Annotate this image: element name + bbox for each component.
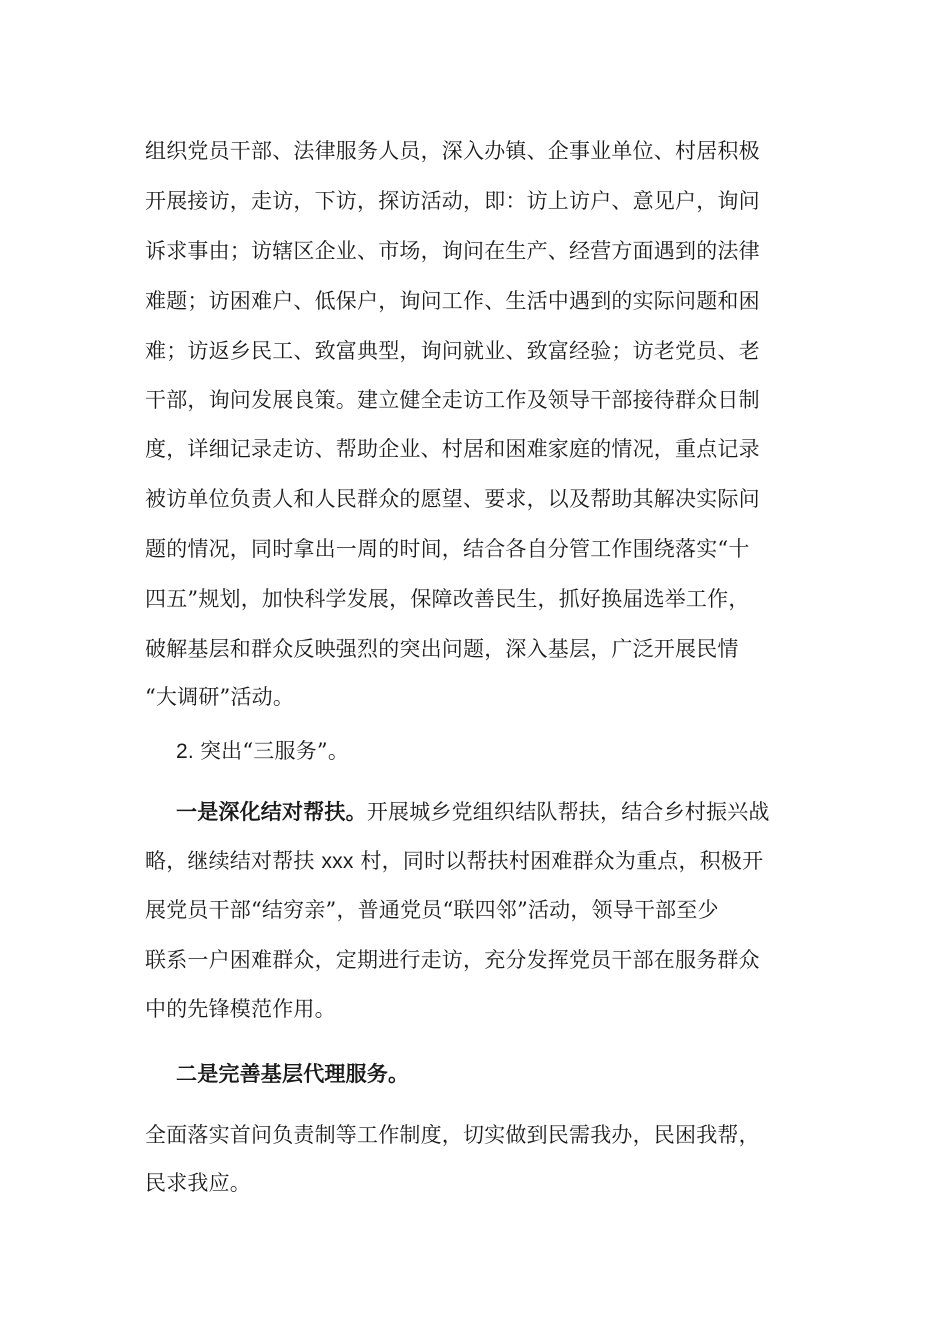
paragraph-line: 四五”规划，加快科学发展，保障改善民生，抓好换届选举工作， bbox=[145, 587, 750, 611]
paragraph-line: 展党员干部“结穷亲”，普通党员“联四邻”活动，领导干部至少 bbox=[145, 898, 719, 922]
paragraph-text: 略，继续结对帮扶 bbox=[145, 849, 322, 873]
paragraph-text: 开展城乡党组织结队帮扶，结合乡村振兴战 bbox=[366, 800, 770, 824]
paragraph-text: 村，同时以帮扶村困难群众为重点，积极开 bbox=[353, 849, 764, 873]
paragraph-line: 联系一户困难群众，定期进行走访，充分发挥党员干部在服务群众 bbox=[145, 948, 760, 972]
paragraph-line: 难；访返乡民工、致富典型，询问就业、致富经验；访老党员、老 bbox=[145, 339, 760, 363]
section-title: 突出“三服务”。 bbox=[199, 739, 350, 763]
paragraph-line: 题的情况，同时拿出一周的时间，结合各自分管工作围绕落实“十 bbox=[145, 537, 750, 561]
subsection-heading: 二是完善基层代理服务。 bbox=[176, 1062, 410, 1086]
placeholder-text: xxx bbox=[321, 850, 354, 873]
paragraph-line: 诉求事由；访辖区企业、市场，询问在生产、经营方面遇到的法律 bbox=[145, 239, 760, 263]
bold-lead: 一是深化结对帮扶。 bbox=[176, 800, 367, 824]
section-number: 2. bbox=[176, 740, 200, 763]
paragraph-line: 被访单位负责人和人民群众的愿望、要求，以及帮助其解决实际问 bbox=[145, 487, 760, 511]
paragraph-line: 组织党员干部、法律服务人员，深入办镇、企事业单位、村居积极 bbox=[145, 139, 760, 163]
paragraph-line: 全面落实首问负责制等工作制度，切实做到民需我办，民困我帮， bbox=[145, 1123, 760, 1147]
paragraph-line: 破解基层和群众反映强烈的突出问题，深入基层，广泛开展民情 bbox=[145, 637, 739, 661]
paragraph-line: 度，详细记录走访、帮助企业、村居和困难家庭的情况，重点记录 bbox=[145, 437, 760, 461]
paragraph-line: 难题；访困难户、低保户，询问工作、生活中遇到的实际问题和困 bbox=[145, 289, 760, 313]
paragraph-line: 干部，询问发展良策。建立健全走访工作及领导干部接待群众日制 bbox=[145, 388, 760, 412]
paragraph-line: 开展接访，走访，下访，探访活动，即：访上访户、意见户，询问 bbox=[145, 189, 760, 213]
section-heading bbox=[176, 736, 856, 767]
paragraph-line bbox=[176, 797, 856, 827]
paragraph-line bbox=[145, 846, 825, 877]
paragraph-line: 中的先锋模范作用。 bbox=[145, 997, 336, 1021]
paragraph-line: “大调研”活动。 bbox=[145, 685, 295, 709]
paragraph-line: 民求我应。 bbox=[145, 1171, 251, 1195]
